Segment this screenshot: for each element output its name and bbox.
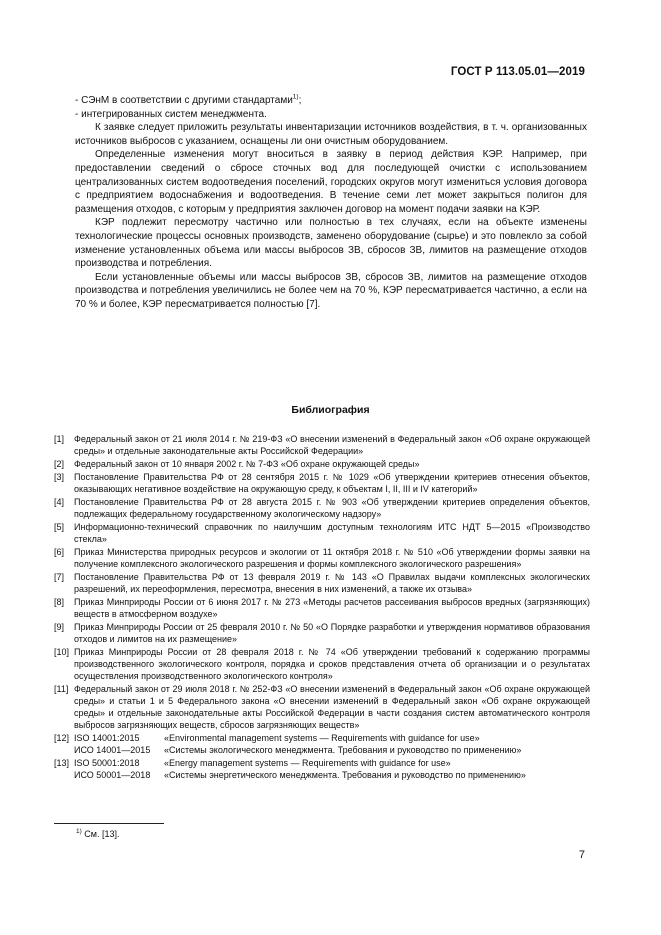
list-item: - СЭнМ в соответствии с другими стандартами$^{1)}$; bbox=[75, 93, 302, 106]
bib-entry: [11] Федеральный закон от 29 июля 2018 г. № 252-ФЗ «О внесении изменений в Федеральный закон «Об охране окружающей среды» и статьи 1 и 5 Федерального закона «О внесении изменений в Федеральный закон «Об охране окружающей среды» и отдельные законодательные акты Российской Федерации в части создания систем автоматического контроля выбросов загрязняющих веществ, сбросов загрязняющих веществ» bbox=[54, 684, 590, 730]
bib-entry: [7] Постановление Правительства РФ от 13 февраля 2019 г. № 143 «О Правилах выдачи комплексных экологических разрешений, их переоформления, пересмотра, внесения в них изменений, а также их отзыва» bbox=[54, 572, 590, 594]
document-code: ГОСТ Р 113.05.01—2019 bbox=[450, 66, 585, 78]
paragraph: Определенные изменения могут вноситься в заявку в период действия КЭР. Например, при предоставлении сведений о сбросе сточных вод для последующей очистки с использованием централизованных систем водоотведения поселений, городских округов могут измениться условия договора с предприятием водоснабжения и водоотведения. В течение семи лет может закрыться полигон для размещения отходов, с которым у предприятия заключен договор на момент подачи заявки на КЭР. bbox=[75, 149, 587, 215]
bib-entry: [4] Постановление Правительства РФ от 28 августа 2015 г. № 903 «Об утверждении критериев определения объектов, подлежащих федеральному государственному экологическому надзору» bbox=[54, 497, 590, 519]
paragraph: КЭР подлежит пересмотру частично или полностью в тех случаях, если на объекте изменены технологические процессы основных производств, заменено оборудование (сырье) и это повлекло за собой изменение установленных объема или массы выбросов ЗВ, сбросов ЗВ, лимитов на размещение отходов производства и потребления. bbox=[75, 217, 587, 270]
paragraph: Если установленные объемы или массы выбросов ЗВ, сбросов ЗВ, лимитов на размещение отходов производства и потребления увеличились не более чем на 70 %, КЭР пересматривается частично, а если на 70 % и более, КЭР пересматривается полностью [7]. bbox=[75, 271, 587, 310]
footnote: $^{1)}$ См. [13]. bbox=[76, 828, 120, 839]
paragraph: К заявке следует приложить результаты инвентаризации источников воздействия, в т. ч. организованных источников выбросов с указанием, оснащены ли они очистным оборудованием. bbox=[75, 122, 587, 147]
body-text bbox=[75, 94, 587, 312]
footnote-mark: 1) bbox=[76, 828, 82, 835]
bibliography-list bbox=[54, 433, 590, 782]
bib-entry: [8] Приказ Минприроды России от 6 июня 2017 г. № 273 «Методы расчетов рассеивания выбросов вредных (загрязняющих) веществ в атмосферном воздухе» bbox=[54, 597, 590, 619]
bib-entry: [1] Федеральный закон от 21 июля 2014 г. № 219-ФЗ «О внесении изменений в Федеральный закон «Об охране окружающей среды» и отдельные законодательные акты Российской Федерации» bbox=[54, 434, 590, 456]
bib-entry: [5] Информационно-технический справочник по наилучшим доступным технологиям ИТС НДТ 5—2015 «Производство стекла» bbox=[54, 522, 590, 544]
bib-entry: [2] Федеральный закон от 10 января 2002 г. № 7-ФЗ «Об охране окружающей среды» bbox=[54, 459, 420, 469]
bib-entry: [6] Приказ Министерства природных ресурсов и экологии от 11 октября 2018 г. № 510 «Об утверждении формы заявки на получение комплексного экологического разрешения и формы комплексного экологического разрешения» bbox=[54, 547, 590, 569]
bib-entry: [9] Приказ Минприроды России от 25 февраля 2010 г. № 50 «О Порядке разработки и утверждения нормативов образования отходов и лимитов на их размещение» bbox=[54, 622, 590, 644]
standard-line: ИСО 14001—2015 «Системы экологического менеджмента. Требования и руководство по применению» bbox=[74, 745, 522, 755]
bib-entry: [3] Постановление Правительства РФ от 28 сентября 2015 г. № 1029 «Об утверждении критериев отнесения объектов, оказывающих негативное воздействие на окружающую среду, к объектам I, II, III и IV категорий» bbox=[54, 472, 590, 494]
standard-line: ИСО 50001—2018 «Системы энергетического менеджмента. Требования и руководство по применению» bbox=[74, 770, 526, 780]
bib-entry-standard: [12] ISO 14001:2015 «Environmental management systems — Requirements with guidance for use» ИСО 14001—2015 «Системы экологического менеджмента. Требования и руководство по применению» bbox=[54, 732, 590, 756]
list-item: - интегрированных систем менеджмента. bbox=[75, 108, 267, 120]
page-number: 7 bbox=[578, 849, 585, 861]
standard-line: ISO 50001:2018 «Energy management systems — Requirements with guidance for use» bbox=[74, 758, 451, 768]
footnote-ref: 1) bbox=[292, 93, 299, 101]
standard-line: ISO 14001:2015 «Environmental management systems — Requirements with guidance for use» bbox=[74, 733, 480, 743]
bib-entry: [10] Приказ Минприроды России от 28 февраля 2018 г. № 74 «Об утверждении требований к содержанию программы производственного экологического контроля, порядка и сроков представления отчета об организации и о результатах осуществления производственного экологического контроля» bbox=[54, 647, 590, 681]
bib-entry-standard: [13] ISO 50001:2018 «Energy management systems — Requirements with guidance for use» ИСО 50001—2018 «Системы энергетического менеджмента. Требования и руководство по применению» bbox=[54, 757, 590, 781]
footnote-divider bbox=[54, 823, 164, 824]
bibliography-title: Библиография bbox=[291, 404, 370, 416]
